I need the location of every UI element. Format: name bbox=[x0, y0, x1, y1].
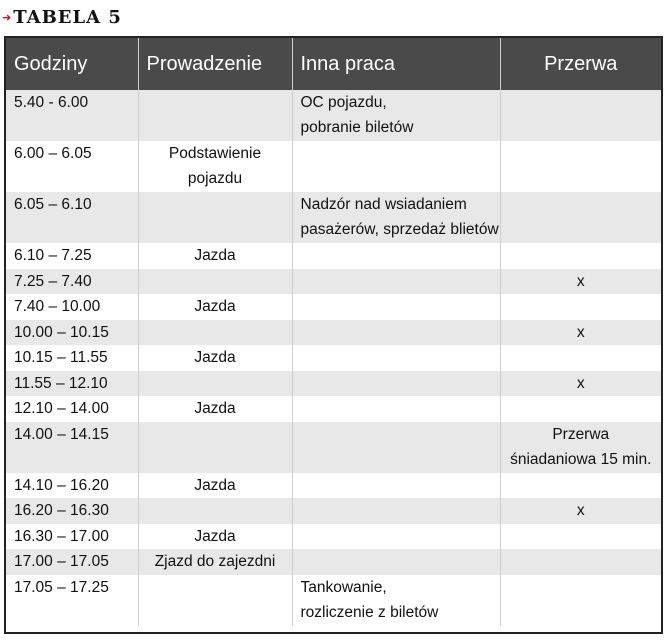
cell-time: 16.20 – 16.30 bbox=[6, 498, 138, 524]
cell-break bbox=[500, 549, 661, 575]
cell-other-work bbox=[292, 549, 500, 575]
table-row bbox=[6, 141, 661, 192]
cell-time: 16.30 – 17.00 bbox=[6, 524, 138, 550]
cell-driving bbox=[138, 422, 292, 473]
cell-time: 14.00 – 14.15 bbox=[6, 422, 138, 473]
table-body bbox=[6, 90, 661, 626]
cell-driving: Jazda bbox=[138, 294, 292, 320]
cell-other-work bbox=[292, 141, 500, 192]
cell-break bbox=[500, 192, 661, 243]
cell-other-work: Nadzór nad wsiadaniem pasażerów, sprzedaż blietów bbox=[292, 192, 500, 243]
cell-break bbox=[500, 524, 661, 550]
cell-break: Przerwa śniadaniowa 15 min. bbox=[500, 422, 661, 473]
table-row bbox=[6, 243, 661, 269]
cell-time: 6.10 – 7.25 bbox=[6, 243, 138, 269]
cell-driving: Jazda bbox=[138, 396, 292, 422]
table-row bbox=[6, 345, 661, 371]
cell-other-work bbox=[292, 320, 500, 346]
cell-time: 7.40 – 10.00 bbox=[6, 294, 138, 320]
header-przerwa: Przerwa bbox=[500, 38, 661, 90]
table-row bbox=[6, 498, 661, 524]
cell-break bbox=[500, 345, 661, 371]
cell-driving bbox=[138, 192, 292, 243]
header-inna-praca: Inna praca bbox=[292, 38, 500, 90]
cell-other-work bbox=[292, 294, 500, 320]
cell-driving bbox=[138, 90, 292, 141]
table-row bbox=[6, 320, 661, 346]
cell-break: x bbox=[500, 498, 661, 524]
table-row bbox=[6, 549, 661, 575]
table-row bbox=[6, 269, 661, 295]
schedule-table bbox=[6, 38, 661, 626]
cell-driving: Jazda bbox=[138, 473, 292, 499]
cell-time: 14.10 – 16.20 bbox=[6, 473, 138, 499]
cell-time: 5.40 - 6.00 bbox=[6, 90, 138, 141]
table-row bbox=[6, 422, 661, 473]
cell-time: 6.00 – 6.05 bbox=[6, 141, 138, 192]
table-row bbox=[6, 396, 661, 422]
header-godziny: Godziny bbox=[6, 38, 138, 90]
cell-driving: Podstawienie pojazdu bbox=[138, 141, 292, 192]
table-row bbox=[6, 524, 661, 550]
cell-other-work bbox=[292, 498, 500, 524]
table-row bbox=[6, 192, 661, 243]
cell-time: 6.05 – 6.10 bbox=[6, 192, 138, 243]
cell-other-work bbox=[292, 473, 500, 499]
cell-time: 17.05 – 17.25 bbox=[6, 575, 138, 626]
cell-other-work: OC pojazdu, pobranie biletów bbox=[292, 90, 500, 141]
cell-break: x bbox=[500, 269, 661, 295]
cell-break bbox=[500, 396, 661, 422]
cell-driving bbox=[138, 371, 292, 397]
cell-other-work bbox=[292, 524, 500, 550]
cell-time: 7.25 – 7.40 bbox=[6, 269, 138, 295]
cell-driving: Jazda bbox=[138, 345, 292, 371]
cell-other-work: Tankowanie, rozliczenie z biletów bbox=[292, 575, 500, 626]
cell-break bbox=[500, 575, 661, 626]
table-header-row bbox=[6, 38, 661, 90]
cell-break bbox=[500, 90, 661, 141]
table-row bbox=[6, 90, 661, 141]
cell-break bbox=[500, 141, 661, 192]
cell-driving bbox=[138, 320, 292, 346]
cell-driving bbox=[138, 575, 292, 626]
cell-other-work bbox=[292, 269, 500, 295]
cell-break: x bbox=[500, 371, 661, 397]
table-row bbox=[6, 294, 661, 320]
cell-break bbox=[500, 473, 661, 499]
table-row bbox=[6, 575, 661, 626]
table-title bbox=[2, 4, 122, 30]
cell-driving bbox=[138, 498, 292, 524]
cell-other-work bbox=[292, 243, 500, 269]
cell-driving: Jazda bbox=[138, 243, 292, 269]
cell-break: x bbox=[500, 320, 661, 346]
table-row bbox=[6, 473, 661, 499]
cell-break bbox=[500, 243, 661, 269]
table-row bbox=[6, 371, 661, 397]
cell-other-work bbox=[292, 396, 500, 422]
header-prowadzenie: Prowadzenie bbox=[138, 38, 292, 90]
cell-other-work bbox=[292, 422, 500, 473]
cell-time: 10.15 – 11.55 bbox=[6, 345, 138, 371]
cell-driving bbox=[138, 269, 292, 295]
cell-driving: Jazda bbox=[138, 524, 292, 550]
cell-break bbox=[500, 294, 661, 320]
cell-time: 17.00 – 17.05 bbox=[6, 549, 138, 575]
cell-time: 10.00 – 10.15 bbox=[6, 320, 138, 346]
table-title-text: TABELA 5 bbox=[13, 6, 122, 28]
cell-time: 11.55 – 12.10 bbox=[6, 371, 138, 397]
cell-time: 12.10 – 14.00 bbox=[6, 396, 138, 422]
cell-other-work bbox=[292, 345, 500, 371]
arrow-icon: ➜ bbox=[2, 10, 12, 24]
schedule-table-frame bbox=[4, 36, 663, 634]
cell-other-work bbox=[292, 371, 500, 397]
cell-driving: Zjazd do zajezdni bbox=[138, 549, 292, 575]
